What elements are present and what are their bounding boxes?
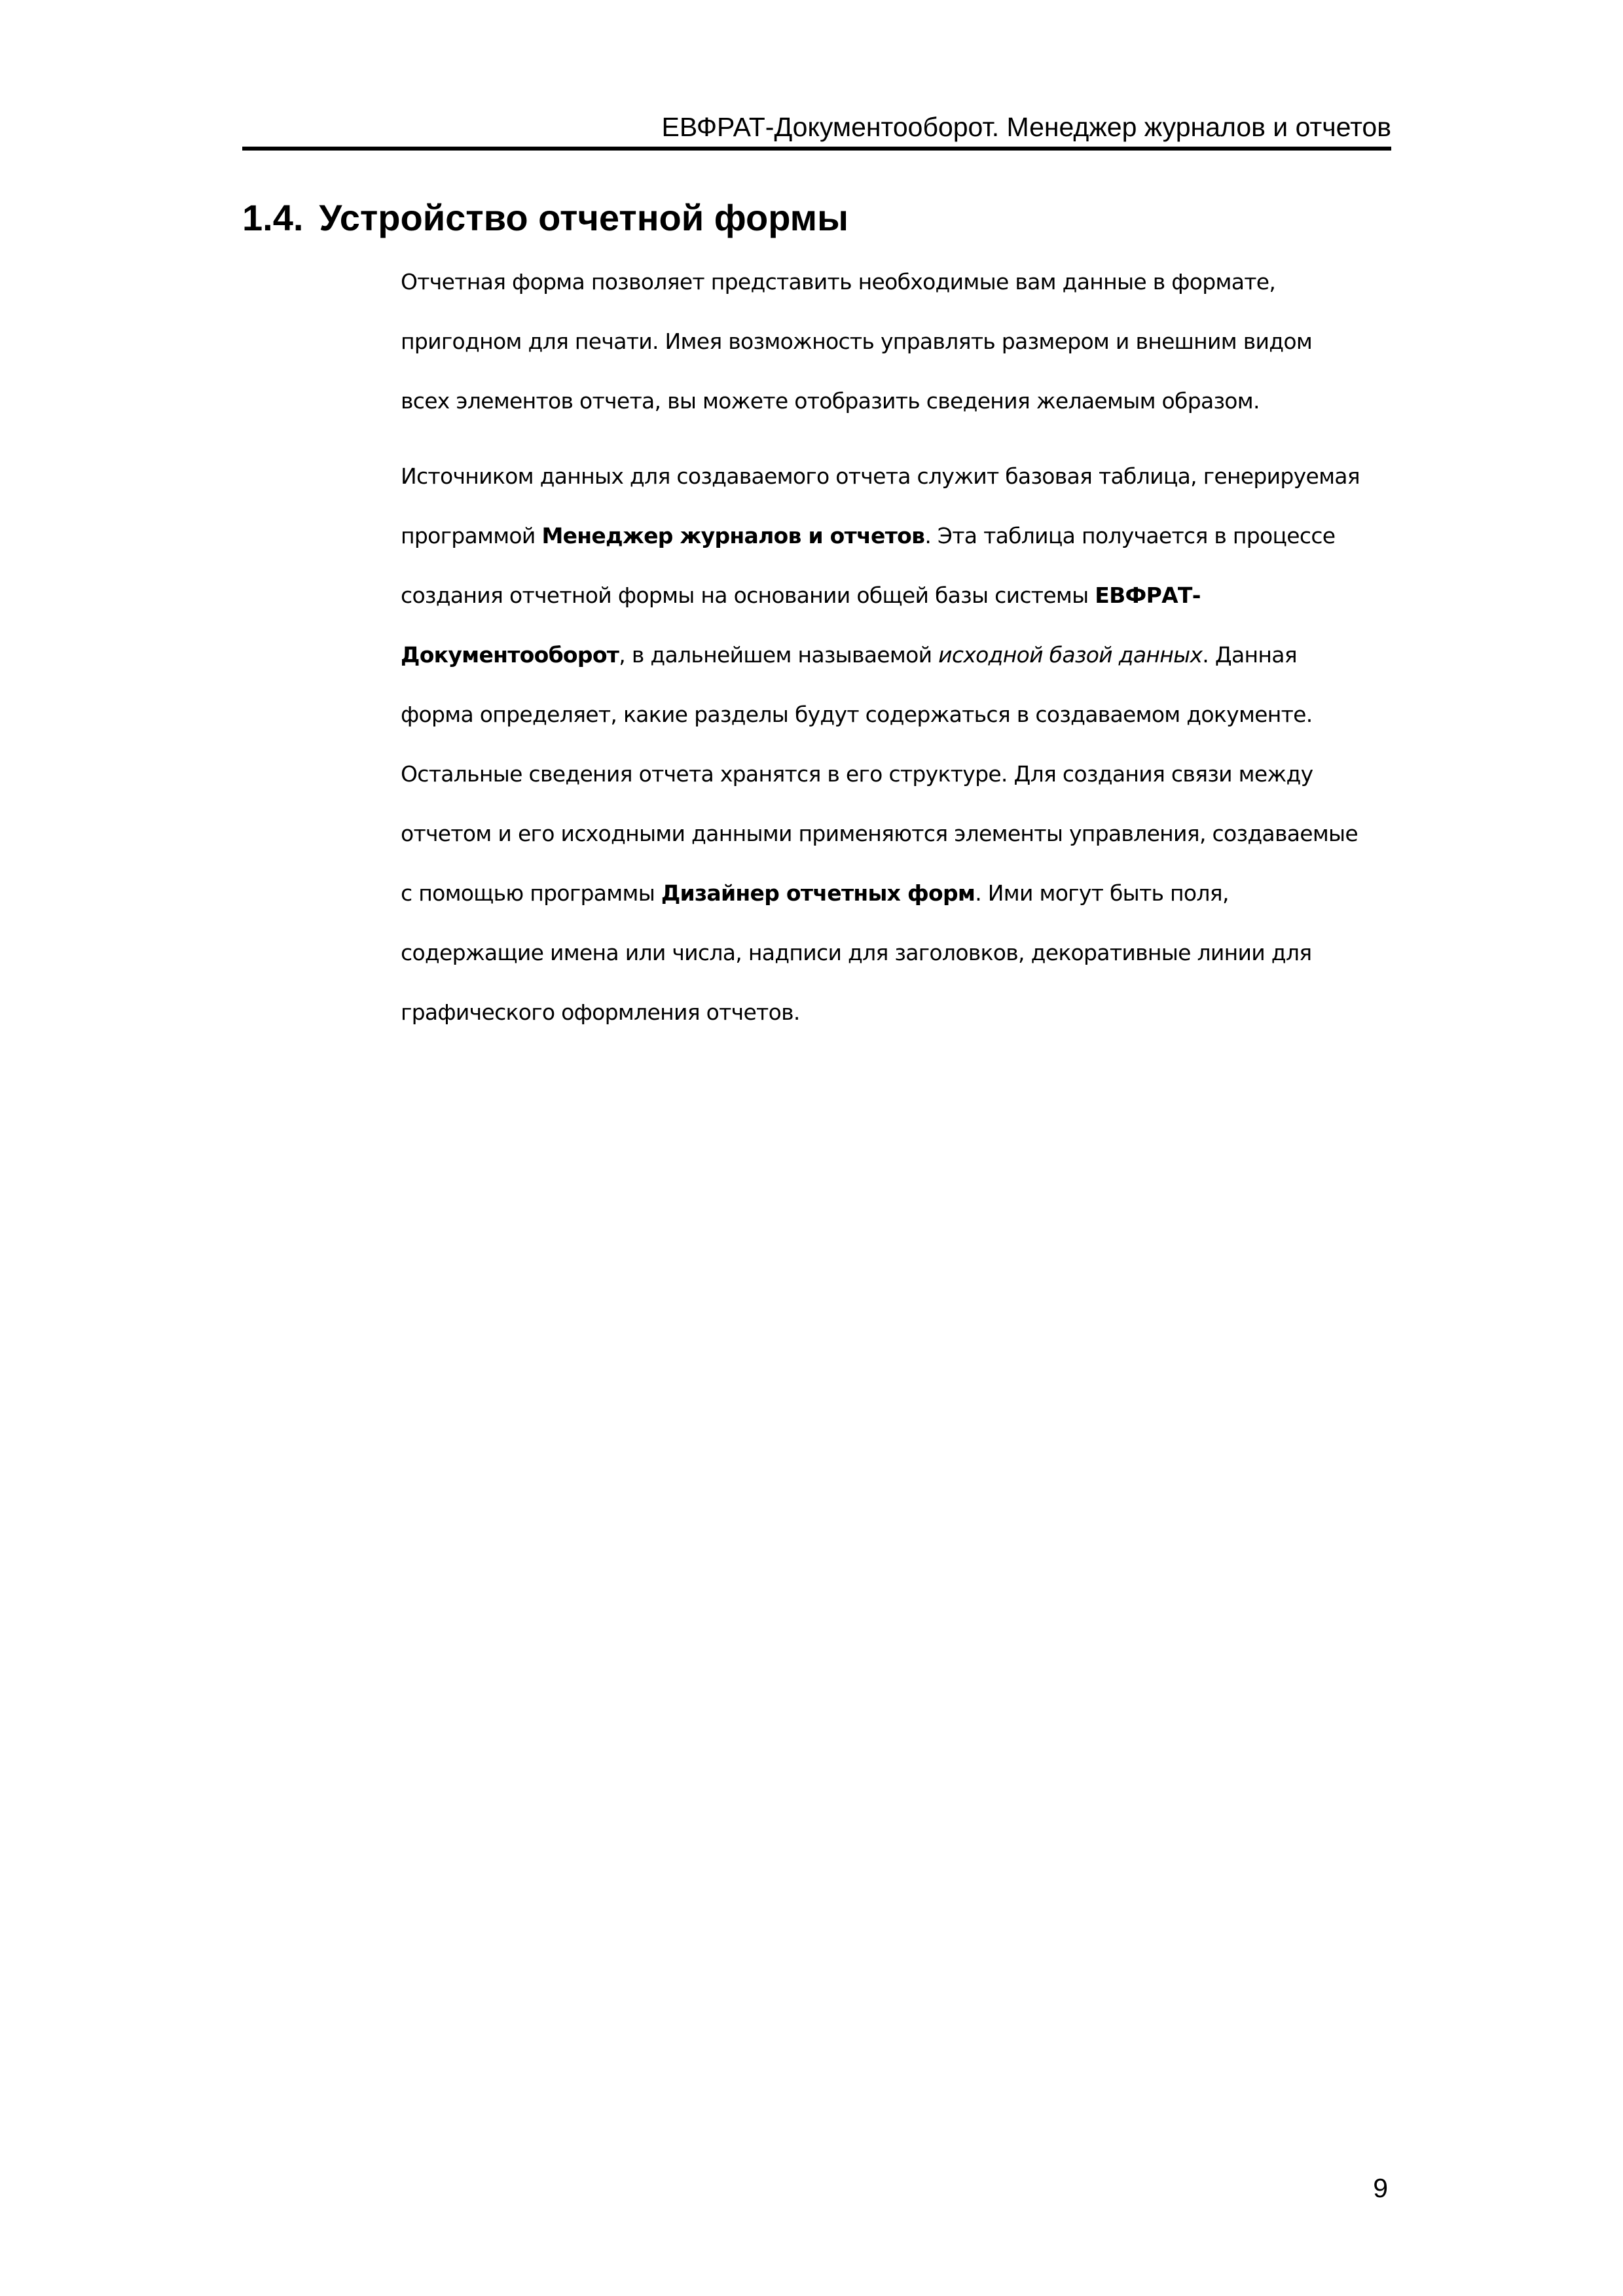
program-name-bold: Менеджер журналов и отчетов xyxy=(541,523,925,548)
text-line xyxy=(401,872,1402,931)
header-rule xyxy=(242,147,1391,151)
text-line: форма определяет, какие разделы будут содержаться в создаваемом документе. xyxy=(401,702,1313,727)
paragraph-1 xyxy=(401,260,1402,439)
text-line: пригодном для печати. Имея возможность управлять размером и внешним видом xyxy=(401,329,1313,354)
paragraph-2 xyxy=(401,455,1402,1050)
text-line xyxy=(401,574,1402,634)
text-run: . Ими могут быть поля, xyxy=(975,880,1229,906)
system-name-bold: ЕВФРАТ- xyxy=(1095,583,1201,608)
section-number: 1.4. xyxy=(242,197,304,238)
text-run: . Эта таблица получается в процессе xyxy=(924,523,1336,548)
text-run: , в дальнейшем называемой xyxy=(619,642,939,668)
text-run: программой xyxy=(401,523,542,548)
text-line xyxy=(401,514,1402,574)
body-text xyxy=(401,260,1402,1050)
term-italic: исходной базой данных xyxy=(938,642,1203,668)
text-line: Отчетная форма позволяет представить необходимые вам данные в формате, xyxy=(401,269,1276,295)
page-number: 9 xyxy=(1373,2173,1388,2203)
section-heading xyxy=(242,195,848,241)
text-line: всех элементов отчета, вы можете отобразить сведения желаемым образом. xyxy=(401,388,1260,414)
text-line: Источником данных для создаваемого отчета служит базовая таблица, генерируемая xyxy=(401,463,1360,489)
text-line: графического оформления отчетов. xyxy=(401,999,800,1025)
text-line: Остальные сведения отчета хранятся в его структуре. Для создания связи между xyxy=(401,761,1313,787)
text-line xyxy=(401,634,1402,693)
text-run: создания отчетной формы на основании общей базы системы xyxy=(401,583,1095,608)
text-run: с помощью программы xyxy=(401,880,661,906)
program-name-bold: Дизайнер отчетных форм xyxy=(661,880,976,906)
section-title: Устройство отчетной формы xyxy=(319,197,848,238)
text-run: . Данная xyxy=(1202,642,1297,668)
text-line: отчетом и его исходными данными применяются элементы управления, создаваемые xyxy=(401,821,1358,846)
running-header: ЕВФРАТ-Документооборот. Менеджер журналов и отчетов xyxy=(661,112,1391,142)
text-line: содержащие имена или числа, надписи для заголовков, декоративные линии для xyxy=(401,940,1312,965)
system-name-bold: Документооборот xyxy=(401,642,619,668)
